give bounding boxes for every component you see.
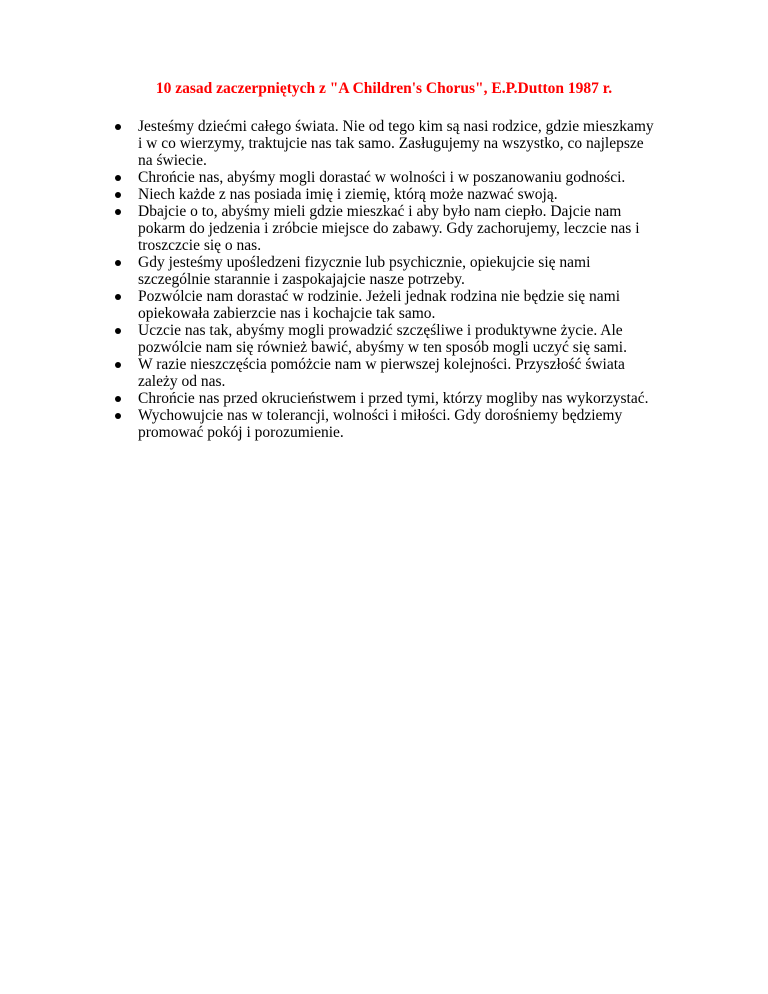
bullet-icon <box>115 209 121 215</box>
list-item-text: Jesteśmy dziećmi całego świata. Nie od tego kim są nasi rodzice, gdzie mieszkamy i w co wierzymy, traktujcie nas tak samo. Zasługujemy na wszystko, co najlepsze na świecie. <box>138 118 654 169</box>
list-item <box>138 203 658 254</box>
document-title: 10 zasad zaczerpniętych z "A Children's Chorus", E.P.Dutton 1987 r. <box>155 80 613 97</box>
list-item-text: Pozwólcie nam dorastać w rodzinie. Jeżeli jednak rodzina nie będzie się nami opiekowała zabierzcie nas i kochajcie tak samo. <box>138 288 621 322</box>
bullet-icon <box>115 260 121 266</box>
list-item-text: Uczcie nas tak, abyśmy mogli prowadzić szczęśliwe i produktywne życie. Ale pozwólcie nam się również bawić, abyśmy w ten sposób mogli uczyć się sami. <box>138 322 627 356</box>
bullet-icon <box>115 396 121 402</box>
bullet-icon <box>115 124 121 130</box>
list-item <box>138 356 658 390</box>
list-item-text: Chrońcie nas przed okrucieństwem i przed tymi, którzy mogliby nas wykorzystać. <box>138 390 649 407</box>
list-item <box>138 322 658 356</box>
list-item <box>138 407 658 441</box>
list-item-text: W razie nieszczęścia pomóżcie nam w pierwszej kolejności. Przyszłość świata zależy od nas. <box>138 356 625 390</box>
list-item <box>138 390 658 407</box>
bullet-icon <box>115 362 121 368</box>
list-item <box>138 118 658 169</box>
list-item <box>138 288 658 322</box>
list-item-text: Wychowujcie nas w tolerancji, wolności i miłości. Gdy dorośniemy będziemy promować pokój i porozumienie. <box>138 407 623 441</box>
rules-list <box>138 118 658 441</box>
bullet-icon <box>115 294 121 300</box>
list-item-text: Chrońcie nas, abyśmy mogli dorastać w wolności i w poszanowaniu godności. <box>138 169 626 186</box>
bullet-icon <box>115 413 121 419</box>
list-item <box>138 254 658 288</box>
list-item-text: Dbajcie o to, abyśmy mieli gdzie mieszkać i aby było nam ciepło. Dajcie nam pokarm do jedzenia i zróbcie miejsce do zabawy. Gdy zachorujemy, leczcie nas i troszczcie się o nas. <box>138 203 640 254</box>
bullet-icon <box>115 175 121 181</box>
bullet-icon <box>115 328 121 334</box>
list-item <box>138 186 658 203</box>
list-item-text: Gdy jesteśmy upośledzeni fizycznie lub psychicznie, opiekujcie się nami szczególnie starannie i zaspokajajcie nasze potrzeby. <box>138 254 591 288</box>
bullet-icon <box>115 192 121 198</box>
list-item <box>138 169 658 186</box>
list-item-text: Niech każde z nas posiada imię i ziemię, którą może nazwać swoją. <box>138 186 558 203</box>
